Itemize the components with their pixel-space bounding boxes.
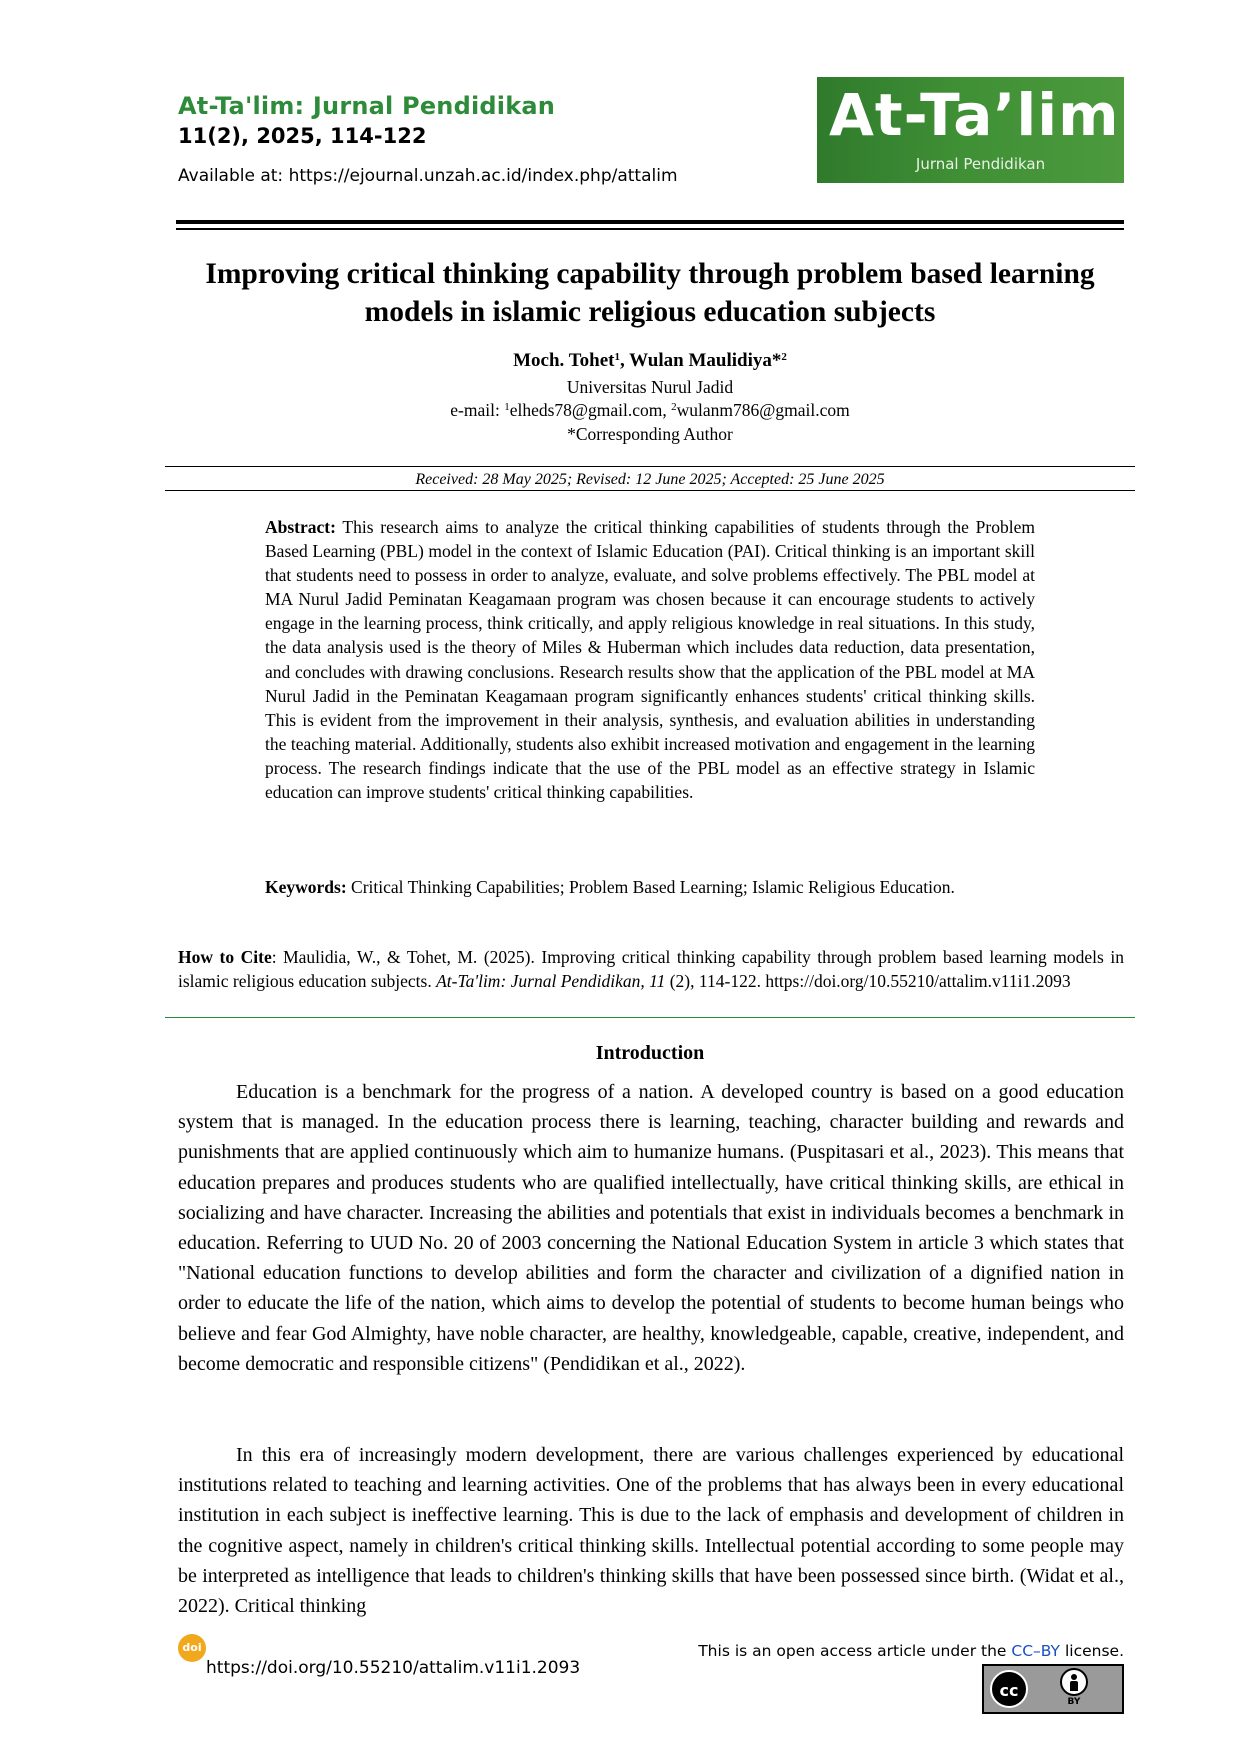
journal-issue: 11(2), 2025, 114-122 — [178, 124, 427, 148]
attribution-icon-body — [1070, 1681, 1078, 1691]
email-prefix: e-mail: — [450, 400, 505, 420]
affiliation: Universitas Nurul Jadid — [566, 377, 734, 397]
license-suffix: license. — [1060, 1642, 1124, 1660]
abstract-label: Abstract: — [265, 517, 336, 537]
corresponding-author-note: *Corresponding Author — [567, 424, 733, 444]
paragraph-text: Education is a benchmark for the progress of a nation. A developed country is based on a good education system that is managed. In the education process there is learning, teaching, character building and rewards and punishments that are applied continuously which aim to humanize humans. (Puspitasari et al., 2023). This means that education prepares and produces students who are qualified intellectually, have critical thinking skills, are ethical in socializing and have character. Increasing the abilities and potentials that exist in individuals becomes a benchmark in education. Referring to UUD No. 20 of 2003 concerning the National Education System in article 3 which states that "National education functions to develop abilities and form the character and civilization of a dignified nation in order to educate the life of the nation, which aims to develop the potential of students to become human beings who believe and fear God Almighty, have noble character, are healthy, knowledgeable, capable, creative, independent, and become democratic and responsible citizens" (Pendidikan et al., 2022). — [178, 1081, 1124, 1375]
header-rule-thin — [176, 228, 1124, 230]
how-to-cite — [178, 945, 1124, 994]
author-name: Wulan Maulidiya* — [629, 350, 782, 371]
doi-icon: doi — [178, 1634, 206, 1662]
paragraph-text: In this era of increasingly modern development, there are various challenges experienced by educational institutions related to teaching and learning activities. One of the problems that has always been in every educational institution in each subject is ineffective learning. This is due to the lack of emphasis and development of children in the cognitive aspect, namely in children's critical thinking skills. Intellectual potential according to some people may be interpreted as intelligence that leads to children's thinking skills that have been possessed since birth. (Widat et al., 2022). Critical thinking — [178, 1444, 1124, 1618]
attribution-icon-head — [1071, 1674, 1077, 1680]
keywords-text: Critical Thinking Capabilities; Problem Based Learning; Islamic Religious Education. — [346, 877, 955, 897]
email-mark: 2 — [671, 401, 677, 413]
author-affil-mark: 1 — [614, 351, 620, 363]
dates-rule-bottom — [165, 490, 1135, 491]
cc-by-license-badge[interactable] — [982, 1664, 1124, 1714]
author-affil-mark: 2 — [781, 351, 787, 363]
article-title: Improving critical thinking capability through problem based learning models in islamic religious education subjects — [205, 258, 1095, 328]
keywords — [265, 875, 1035, 899]
header-rule-thick — [176, 220, 1124, 224]
cite-rule — [165, 1017, 1135, 1018]
attribution-icon — [1060, 1668, 1088, 1696]
doi-link[interactable]: https://doi.org/10.55210/attalim.v11i1.2093 — [206, 1658, 581, 1678]
abstract — [265, 515, 1035, 804]
by-label: BY — [1067, 1697, 1081, 1707]
cite-label: How to Cite — [178, 947, 272, 967]
author-name: Moch. Tohet — [513, 350, 615, 371]
body-paragraph — [178, 1440, 1124, 1621]
email-address[interactable]: elheds78@gmail.com, — [509, 400, 672, 420]
dates-rule-top — [165, 466, 1135, 467]
logo-subtitle: Jurnal Pendidikan — [915, 155, 1046, 173]
abstract-text: This research aims to analyze the critical thinking capabilities of students through the Problem Based Learning (PBL) model in the context of Islamic Education (PAI). Critical thinking is an important skill that students need to possess in order to analyze, evaluate, and solve problems effectively. The PBL model at MA Nurul Jadid Peminatan Keagamaan program was chosen because it can encourage students to actively engage in the learning process, think critically, and apply religious knowledge in real situations. In this study, the data analysis used is the theory of Miles & Huberman which includes data reduction, data presentation, and concludes with drawing conclusions. Research results show that the application of the PBL model at MA Nurul Jadid in the Peminatan Keagamaan program significantly enhances students' critical thinking skills. This is evident from the improvement in their analysis, synthesis, and evaluation abilities in understanding the teaching material. Additionally, students also exhibit increased motivation and engagement in the learning process. The research findings indicate that the use of the PBL model as an effective strategy in Islamic education can improve students' critical thinking capabilities. — [265, 517, 1035, 803]
body-paragraph — [178, 1077, 1124, 1379]
email-mark: 1 — [504, 401, 510, 413]
license-prefix: This is an open access article under the — [698, 1642, 1012, 1660]
article-dates: Received: 28 May 2025; Revised: 12 June 2025; Accepted: 25 June 2025 — [415, 471, 885, 488]
email-line — [176, 400, 1124, 421]
license-notice — [690, 1642, 1124, 1660]
cite-doi[interactable]: (2), 114-122. https://doi.org/10.55210/attalim.v11i1.2093 — [665, 971, 1071, 992]
available-at-url[interactable]: Available at: https://ejournal.unzah.ac.id/index.php/attalim — [178, 166, 678, 186]
journal-logo — [817, 77, 1124, 183]
author-separator: , — [619, 350, 630, 371]
cc-icon: cc — [990, 1670, 1028, 1708]
license-link[interactable]: CC–BY — [1011, 1642, 1061, 1660]
cite-journal: At-Ta'lim: Jurnal Pendidikan, 11 — [436, 971, 666, 992]
journal-name: At-Ta'lim: Jurnal Pendidikan — [178, 92, 556, 120]
author-line — [176, 350, 1124, 372]
logo-title: At-Ta’lim — [829, 81, 1120, 149]
keywords-label: Keywords: — [265, 877, 347, 897]
email-address[interactable]: wulanm786@gmail.com — [676, 400, 850, 420]
section-heading-introduction: Introduction — [595, 1042, 705, 1064]
cite-text: : Maulidia, W., & Tohet, M. (2025). Improving critical thinking capability through problem based learning models in islamic religious education subjects. — [178, 947, 1124, 992]
